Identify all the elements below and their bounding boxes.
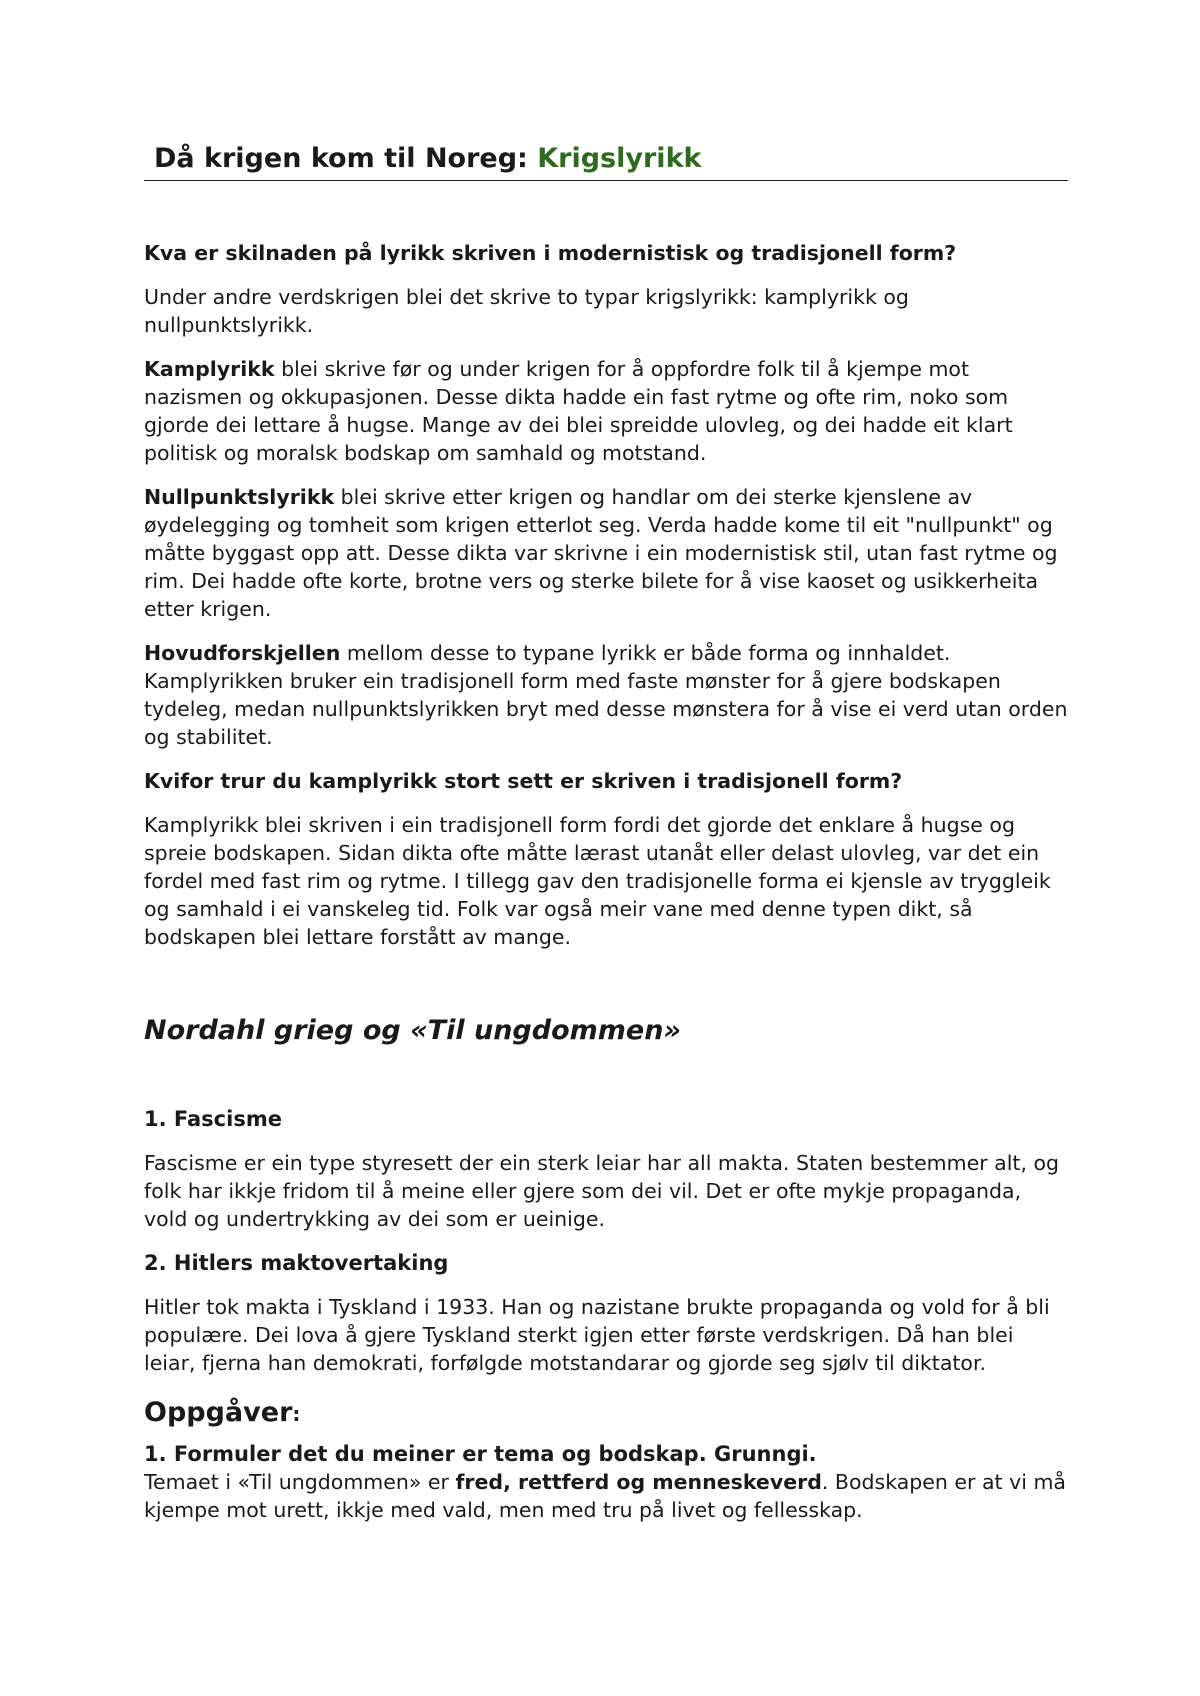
hovudforskjellen-text: mellom desse to typane lyrikk er både forma og innhaldet. Kamplyrikken bruker ein tradisjonell form med faste mønster for å gjere bodskapen tydeleg, medan nullpunktslyrikken bryt med desse mønstera for å vise ei verd utan orden og stabilitet. <box>144 641 1068 749</box>
nullpunktslyrikk-term: Nullpunktslyrikk <box>144 485 335 509</box>
section-heading-nordahl-grieg: Nordahl grieg og «Til ungdommen» <box>144 1015 681 1046</box>
question-1: Kva er skilnaden på lyrikk skriven i modernistisk og tradisjonell form? <box>144 241 957 265</box>
nullpunktslyrikk-text: blei skrive etter krigen og handlar om dei sterke kjenslene av øydelegging og tomheit som krigen etterlot seg. Verda hadde kome til eit "nullpunkt" og måtte byggast opp att. Desse dikta var skrivne i ein modernistisk stil, utan fast rytme og rim. Dei hadde ofte korte, brotne vers og sterke bilete for å vise kaoset og usikkerheita etter krigen. <box>144 485 1058 621</box>
hitler-paragraph: Hitler tok makta i Tyskland i 1933. Han og nazistane brukte propaganda og vold for å bli populære. Dei lova å gjere Tyskland sterkt igjen etter første verdskrigen. Då han blei leiar, fjerna han demokrati, forfølgde motstandarar og gjorde seg sjølv til diktator. <box>144 1295 1050 1375</box>
title-accent: Krigslyrikk <box>537 143 702 174</box>
kamplyrikk-paragraph <box>144 355 1068 467</box>
task-1-answer-bold: fred, rettferd og menneskeverd <box>455 1470 822 1494</box>
task-1-question: 1. Formuler det du meiner er tema og bodskap. Grunngi. <box>144 1442 817 1466</box>
intro-paragraph: Under andre verdskrigen blei det skrive to typar krigslyrikk: kamplyrikk og nullpunktslyrikk. <box>144 285 909 337</box>
hovudforskjellen-paragraph <box>144 639 1068 751</box>
oppgaver-label: Oppgåver <box>144 1397 293 1428</box>
kamplyrikk-term: Kamplyrikk <box>144 357 275 381</box>
heading-fascisme: 1. Fascisme <box>144 1107 282 1131</box>
document-title <box>144 140 1068 181</box>
answer-2-paragraph: Kamplyrikk blei skriven i ein tradisjonell form fordi det gjorde det enklare å hugse og spreie bodskapen. Sidan dikta ofte måtte lærast utanåt eller delast ulovleg, var det ein fordel med fast rim og rytme. I tillegg gav den tradisjonelle forma ei kjensle av tryggleik og samhald i ei vanskeleg tid. Folk var også meir vane med denne typen dikt, så bodskapen blei lettare forstått av mange. <box>144 813 1051 949</box>
fascisme-paragraph: Fascisme er ein type styresett der ein sterk leiar har all makta. Staten bestemmer alt, og folk har ikkje fridom til å meine eller gjere som dei vil. Det er ofte mykje propaganda, vold og undertrykking av dei som er ueinige. <box>144 1151 1060 1231</box>
document-page <box>144 140 1068 1524</box>
heading-hitlers-maktovertaking: 2. Hitlers maktovertaking <box>144 1251 449 1275</box>
task-1-answer-pre: Temaet i «Til ungdommen» er <box>144 1470 456 1494</box>
hovudforskjellen-term: Hovudforskjellen <box>144 641 341 665</box>
task-1-answer <box>144 1468 1068 1524</box>
kamplyrikk-text: blei skrive før og under krigen for å oppfordre folk til å kjempe mot nazismen og okkupasjonen. Desse dikta hadde ein fast rytme og ofte rim, noko som gjorde dei lettare å hugse. Mange av dei blei spreidde ulovleg, og dei hadde eit klart politisk og moralsk bodskap om samhald og motstand. <box>144 357 1013 465</box>
oppgaver-colon: : <box>292 1402 301 1426</box>
heading-oppgaver <box>144 1395 1068 1432</box>
task-1-answer-post: . Bodskapen er at vi må kjempe mot urett, ikkje med vald, men med tru på livet og fellesskap. <box>144 1470 1066 1522</box>
title-main: Då krigen kom til Noreg: <box>154 143 538 174</box>
nullpunktslyrikk-paragraph <box>144 483 1068 623</box>
question-2: Kvifor trur du kamplyrikk stort sett er skriven i tradisjonell form? <box>144 769 903 793</box>
